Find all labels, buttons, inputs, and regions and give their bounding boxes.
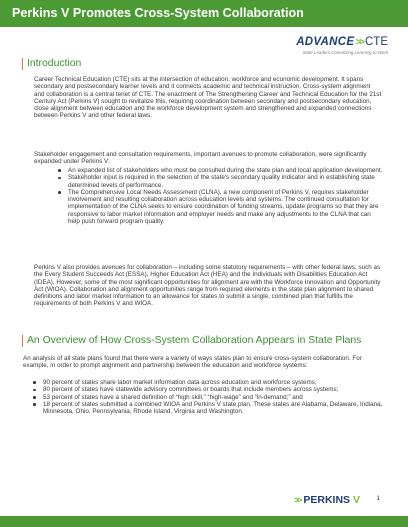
overview-bullet-list xyxy=(31,379,387,415)
bottom-color-bar xyxy=(0,516,408,527)
page-number: 1 xyxy=(376,495,380,502)
overview-paragraph: An analysis of all state plans found that there were a variety of ways states plan to ensure cross-system collaboration. For example, in order to prompt alignment and partnership between the education and workforce systems: xyxy=(23,355,362,370)
overview-heading: An Overview of How Cross-System Collaboration Appears in State Plans xyxy=(22,335,361,347)
intro-paragraph-2: Stakeholder engagement and consultation requirements, important avenues to promote collaboration, were significantly expanded under Perkins V: xyxy=(34,151,367,166)
logo-word: ADVANCE xyxy=(296,36,355,48)
list-item: Stakeholder input is required in the selection of the state's secondary quality indicator and in establishing state determined levels of performance. xyxy=(56,174,384,189)
intro-paragraph-3: Perkins V also provides avenues for collaboration – including some statutory requirements – with other federal laws, such as the Every Student Succeeds Act (ESSA), Higher Education Act (HEA) and the Individuals with Disabilities Education Act (IDEA). However, some of the most significant opportunities for alignment are with the Workforce Innovation and Opportunity Act (WIOA). Collaboration and alignment opportunities range from required elements in the state plan alignment to shared definitions and labor market information to an allowance for states to submit a single, combined plan that fulfills the requirements of both Perkins V and WIOA. xyxy=(34,264,381,308)
intro-heading: Introduction xyxy=(22,58,81,70)
list-item: 53 percent of states have a shared definition of “high skill,” “high-wage” and “in-demand;” and xyxy=(31,394,387,401)
list-item: The Comprehensive Local Needs Assessment (CLNA), a new component of Perkins V, requires stakeholder involvement and resulting collaboration across education levels and systems. The continued consultation for implementation of the CLNA seeks to ensure coordination of funding streams, update programs so that they are responsive to labor market information and employer needs and make any adjustments to the CLNA that can help push forward program quality. xyxy=(56,189,384,225)
perkins-v-logo xyxy=(294,494,360,506)
logo-tagline: State Leaders Connecting Learning to Work xyxy=(302,50,388,55)
logo-suffix: CTE xyxy=(365,36,388,48)
footer-logo-v: V xyxy=(352,494,360,506)
intro-bullet-list xyxy=(56,167,384,225)
footer-logo-word: PERKINS xyxy=(303,494,351,506)
intro-paragraph-1: Career Technical Education (CTE) sits at the intersection of education, workforce and economic development. It spans secondary and postsecondary learner levels and it connects academic and technical instruction. Cross-system alignment and collaboration is a central tenet of CTE. The enactment of The Strengthening Career and Technical Education for the 21st Century Act (Perkins V) sought to revitalize this, requiring coordination between secondary and postsecondary education, close alignment between education and the workforce development system and strengthened and expanded connections between Perkins V and other federal laws. xyxy=(34,76,382,120)
logo-chevron-icon: >> xyxy=(355,37,363,48)
list-item: 18 percent of states submitted a combined WIOA and Perkins V state plan. These states are Alabama, Delaware, Indiana, Minnesota, Ohio, Pennsylvania, Rhode Island, Virginia and Washington. xyxy=(31,401,387,416)
advance-cte-logo xyxy=(296,36,388,55)
page-title: Perkins V Promotes Cross-System Collaboration xyxy=(12,6,304,20)
footer-chevron-icon: >> xyxy=(293,495,301,505)
list-item: 90 percent of states share labor market information data across education and workforce systems; xyxy=(31,379,387,386)
page-title-bar xyxy=(0,0,408,27)
list-item: 80 percent of states have statewide advisory committees or boards that include members across systems; xyxy=(31,386,387,393)
list-item: An expanded list of stakeholders who must be consulted during the state plan and local application development. xyxy=(56,167,384,174)
